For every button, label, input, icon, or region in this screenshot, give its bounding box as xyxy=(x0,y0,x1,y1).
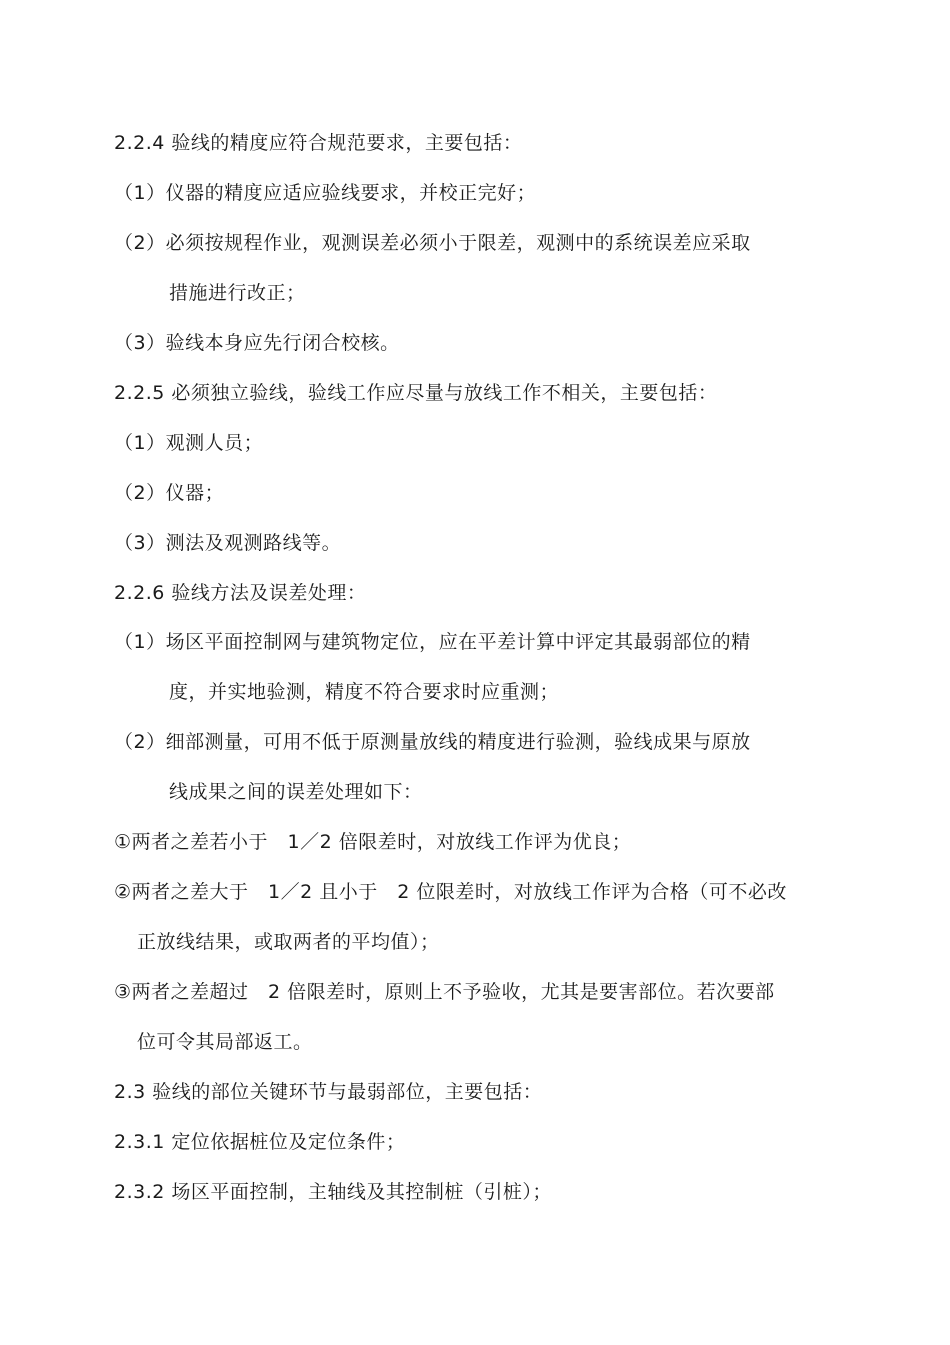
section-2-3-heading: 2.3 验线的部位关键环节与最弱部位，主要包括： xyxy=(114,1081,543,1103)
circled-item-3: ③两者之差超过 2 倍限差时，原则上不予验收，尤其是要害部位。若次要部 xyxy=(114,981,775,1003)
item-2-2-6-1: （1）场区平面控制网与建筑物定位，应在平差计算中评定其最弱部位的精 xyxy=(114,631,751,653)
item-2-2-4-1: （1）仪器的精度应适应验线要求，并校正完好； xyxy=(114,182,537,204)
section-2-2-4-heading: 2.2.4 验线的精度应符合规范要求，主要包括： xyxy=(114,132,523,154)
section-2-2-5-heading: 2.2.5 必须独立验线，验线工作应尽量与放线工作不相关，主要包括： xyxy=(114,382,718,404)
item-2-2-5-1: （1）观测人员； xyxy=(114,432,264,454)
section-2-3-1: 2.3.1 定位依据桩位及定位条件； xyxy=(114,1131,406,1153)
item-2-2-6-2-continued: 线成果之间的误差处理如下： xyxy=(169,781,423,803)
section-2-3-2: 2.3.2 场区平面控制，主轴线及其控制桩（引桩）； xyxy=(114,1181,552,1203)
item-2-2-4-2: （2）必须按规程作业，观测误差必须小于限差，观测中的系统误差应采取 xyxy=(114,232,751,254)
item-2-2-4-3: （3）验线本身应先行闭合校核。 xyxy=(114,332,400,354)
item-2-2-5-2: （2）仪器； xyxy=(114,482,225,504)
item-2-2-4-2-continued: 措施进行改正； xyxy=(169,282,306,304)
section-2-2-6-heading: 2.2.6 验线方法及误差处理： xyxy=(114,582,367,604)
item-2-2-5-3: （3）测法及观测路线等。 xyxy=(114,532,342,554)
item-2-2-6-1-continued: 度，并实地验测，精度不符合要求时应重测； xyxy=(169,681,560,703)
circled-item-2: ②两者之差大于 1／2 且小于 2 位限差时，对放线工作评为合格（可不必改 xyxy=(114,881,787,903)
circled-item-1: ①两者之差若小于 1／2 倍限差时，对放线工作评为优良； xyxy=(114,831,632,853)
circled-item-2-continued: 正放线结果，或取两者的平均值）； xyxy=(137,931,440,953)
circled-item-3-continued: 位可令其局部返工。 xyxy=(137,1031,313,1053)
item-2-2-6-2: （2）细部测量，可用不低于原测量放线的精度进行验测，验线成果与原放 xyxy=(114,731,751,753)
